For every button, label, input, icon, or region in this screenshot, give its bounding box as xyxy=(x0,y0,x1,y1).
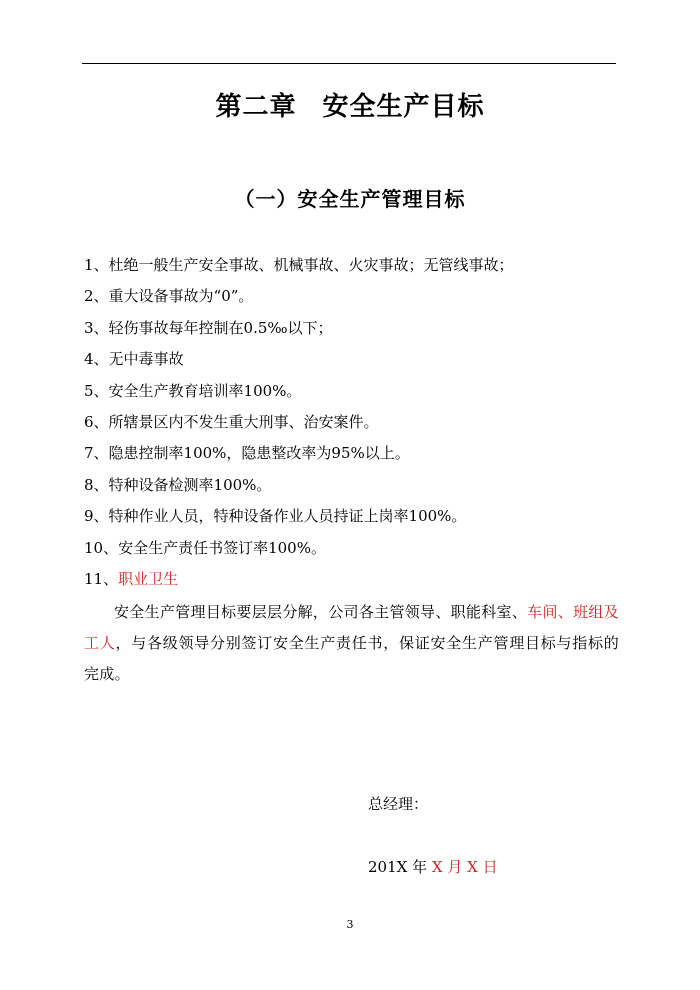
goal-item: 6、所辖景区内不发生重大刑事、治安案件。 xyxy=(84,412,379,431)
page-number: 3 xyxy=(346,918,354,931)
paragraph-text: ，与各级领导分别签订安全生产责任书，保证安全生产管理目标与指标的完成。 xyxy=(84,634,619,683)
date-year-unit: 年 xyxy=(412,858,428,876)
goal-item: 2、重大设备事故为“0”。 xyxy=(84,287,254,306)
paragraph-text: 安全生产管理目标要层层分解，公司各主管领导、职能科室、 xyxy=(114,603,528,621)
paragraph-highlight: 车间、班组及工人 xyxy=(84,603,619,652)
chapter-name: 安全生产目标 xyxy=(322,92,485,122)
chapter-title xyxy=(0,86,700,123)
goal-item: 4、无中毒事故 xyxy=(84,350,184,369)
goal-item: 5、安全生产教育培训率100%。 xyxy=(84,381,302,400)
date-month: X xyxy=(431,858,443,876)
goals-list xyxy=(84,250,624,595)
goal-highlight-text: 职业卫生 xyxy=(118,569,179,588)
header-rule xyxy=(82,63,616,64)
section-title: （一）安全生产管理目标 xyxy=(234,187,466,211)
chapter-number: 第二章 xyxy=(215,92,297,122)
date-month-unit: 月 xyxy=(447,858,463,876)
signature-label: 总经理： xyxy=(368,795,429,813)
goal-breakdown-paragraph xyxy=(84,597,619,690)
goal-item-occupational-health xyxy=(84,564,624,595)
goal-item: 7、隐患控制率100%，隐患整改率为95%以上。 xyxy=(84,444,410,463)
goal-item: 9、特种作业人员，特种设备作业人员持证上岗率100%。 xyxy=(84,507,467,526)
goal-item: 3、轻伤事故每年控制在0.5‰以下； xyxy=(84,318,333,337)
date-day-unit: 日 xyxy=(482,858,498,876)
goal-item: 1、杜绝一般生产安全事故、机械事故、火灾事故；无管线事故； xyxy=(84,256,514,274)
date-day: X xyxy=(467,858,478,876)
date-line xyxy=(368,856,498,877)
goal-item: 10、安全生产责任书签订率100%。 xyxy=(84,538,326,557)
goal-number: 11、 xyxy=(84,569,119,588)
date-year: 201X xyxy=(368,858,408,876)
goal-item: 8、特种设备检测率100%。 xyxy=(84,475,272,494)
